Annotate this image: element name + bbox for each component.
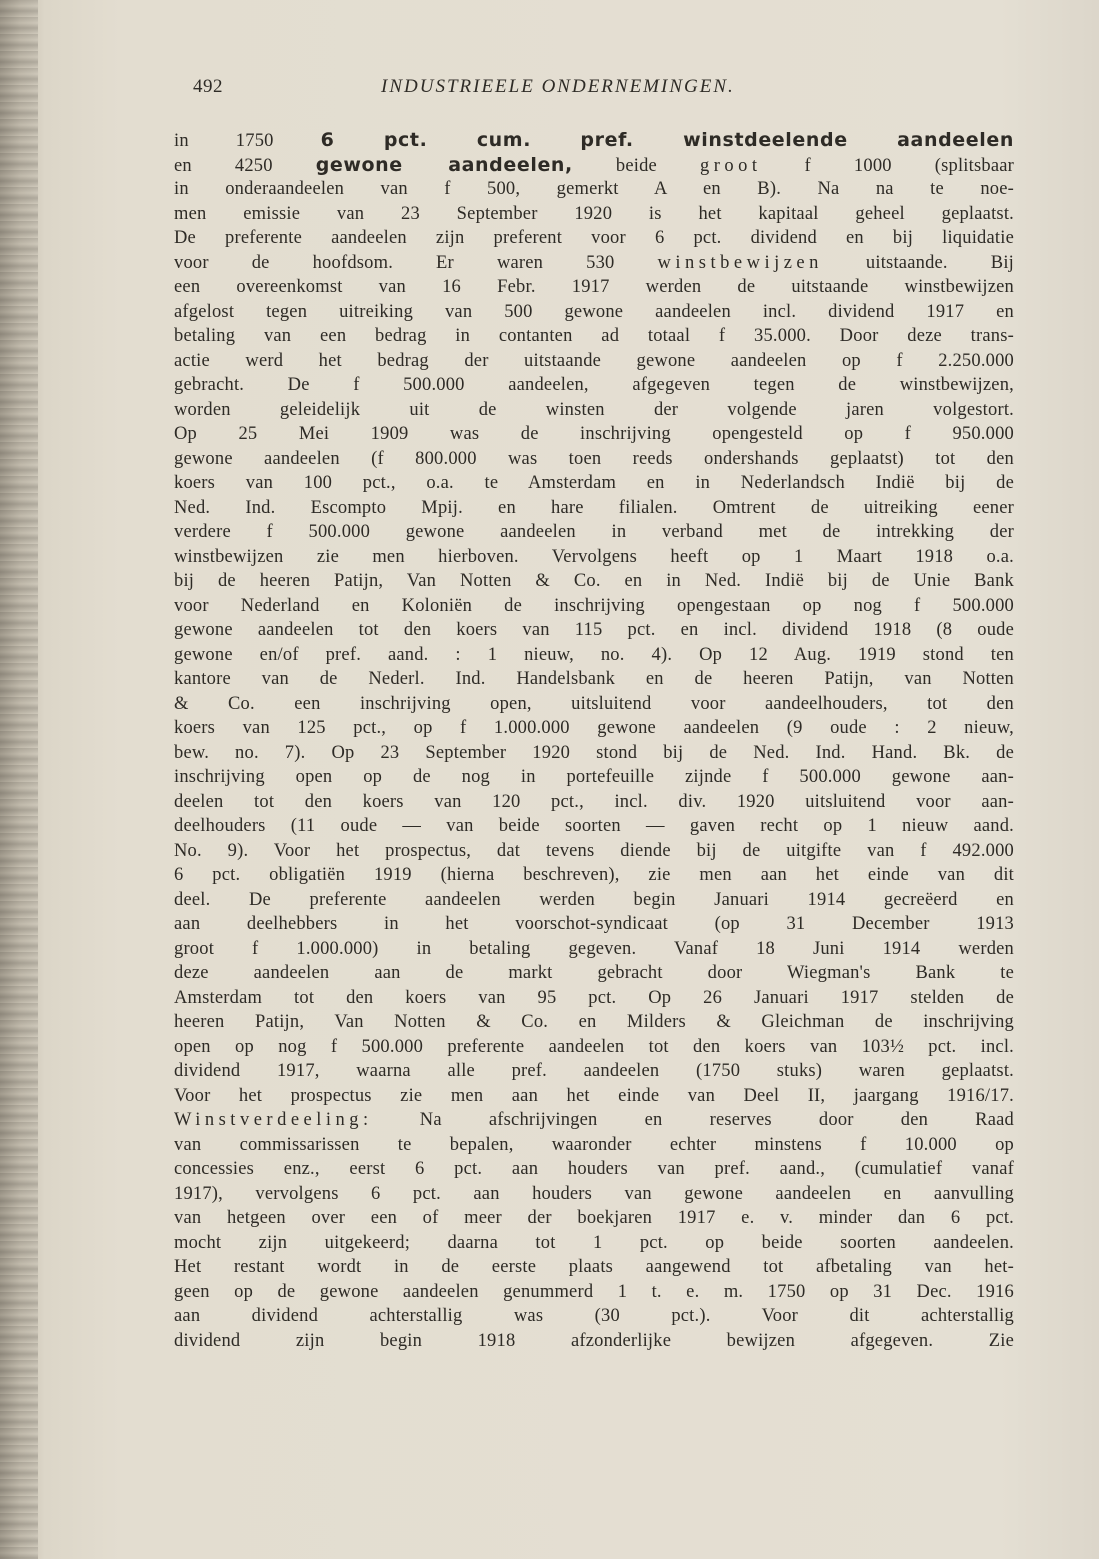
text-line: De preferente aandeelen zijn preferent voor 6 pct. dividend en bij liquidatie: [174, 228, 1014, 248]
text-line: & Co. een inschrijving open, uitsluitend voor aandeelhouders, tot den: [174, 693, 1014, 714]
text-line: gewone aandeelen (f 800.000 was toen reeds ondershands geplaatst) tot den: [174, 448, 1014, 469]
text-line: deel. De preferente aandeelen werden begin Januari 1914 gecreëerd en: [174, 889, 1014, 910]
text-line: koers van 125 pct., op f 1.000.000 gewone aandeelen (9 oude : 2 nieuw,: [174, 718, 1014, 738]
text-line: koers van 100 pct., o.a. te Amsterdam en in Nederlandsch Indië bij de: [174, 473, 1014, 493]
text-line: [174, 1108, 1014, 1133]
page-header: [193, 76, 833, 104]
text-line: voor Nederland en Koloniën de inschrijving opengestaan op nog f 500.000: [174, 595, 1014, 616]
bold-heading-span: 6 pct. cum. pref. winstdeelende aandeelen: [320, 129, 1014, 151]
page-number: 492: [193, 76, 223, 97]
text-line: kantore van de Nederl. Ind. Handelsbank en de heeren Patijn, van Notten: [174, 669, 1014, 689]
text-line: actie werd het bedrag der uitstaande gewone aandeelen op f 2.250.000: [174, 350, 1014, 371]
text-line: aan deelhebbers in het voorschot-syndicaat (op 31 December 1913: [174, 914, 1014, 934]
text-line: Het restant wordt in de eerste plaats aangewend tot afbetaling van het-: [174, 1257, 1014, 1277]
text-span: uitstaande. Bij: [822, 252, 1014, 273]
book-binding-edge: [0, 0, 38, 1559]
running-title: INDUSTRIEELE ONDERNEMINGEN.: [381, 76, 735, 97]
text-span: voor de hoofdsom. Er waren 530: [174, 252, 658, 273]
text-line: winstbewijzen zie men hierboven. Vervolgens heeft op 1 Maart 1918 o.a.: [174, 546, 1014, 567]
text-line: aan dividend achterstallig was (30 pct.). Voor dit achterstallig: [174, 1306, 1014, 1326]
text-line: heeren Patijn, Van Notten & Co. en Milders & Gleichman de inschrijving: [174, 1012, 1014, 1032]
text-line: deelen tot den koers van 120 pct., incl. div. 1920 uitsluitend voor aan-: [174, 791, 1014, 812]
text-line: een overeenkomst van 16 Febr. 1917 werden de uitstaande winstbewijzen: [174, 277, 1014, 297]
text-line: bij de heeren Patijn, Van Notten & Co. en in Ned. Indië bij de Unie Bank: [174, 571, 1014, 591]
spaced-text-span: Winstverdeeling:: [174, 1110, 373, 1130]
body-text: [174, 128, 1014, 1353]
text-line: Ned. Ind. Escompto Mpij. en hare filialen. Omtrent de uitreiking eener: [174, 497, 1014, 518]
text-line: 1917), vervolgens 6 pct. aan houders van gewone aandeelen en aanvulling: [174, 1183, 1014, 1204]
text-line: deelhouders (11 oude — van beide soorten — gaven recht op 1 nieuw aand.: [174, 816, 1014, 836]
text-line: Op 25 Mei 1909 was de inschrijving opengesteld op f 950.000: [174, 424, 1014, 444]
text-line: verdere f 500.000 gewone aandeelen in verband met de intrekking der: [174, 522, 1014, 542]
text-line: 6 pct. obligatiën 1919 (hierna beschreven), zie men aan het einde van dit: [174, 865, 1014, 885]
text-line: [174, 251, 1014, 276]
text-line: men emissie van 23 September 1920 is het kapitaal geheel geplaatst.: [174, 203, 1014, 224]
text-line: dividend 1917, waarna alle pref. aandeelen (1750 stuks) waren geplaatst.: [174, 1061, 1014, 1081]
text-line: worden geleidelijk uit de winsten der volgende jaren volgestort.: [174, 399, 1014, 420]
text-line: bew. no. 7). Op 23 September 1920 stond bij de Ned. Ind. Hand. Bk. de: [174, 742, 1014, 763]
text-line: van hetgeen over een of meer der boekjaren 1917 e. v. minder dan 6 pct.: [174, 1208, 1014, 1228]
text-line: gebracht. De f 500.000 aandeelen, afgegeven tegen de winstbewijzen,: [174, 375, 1014, 395]
text-line: betaling van een bedrag in contanten ad totaal f 35.000. Door deze trans-: [174, 326, 1014, 346]
text-line: Voor het prospectus zie men aan het einde van Deel II, jaargang 1916/17.: [174, 1085, 1014, 1106]
text-line: mocht zijn uitgekeerd; daarna tot 1 pct. op beide soorten aandeelen.: [174, 1232, 1014, 1253]
text-line: in onderaandeelen van f 500, gemerkt A en B). Na na te noe-: [174, 179, 1014, 199]
text-span: en 4250: [174, 155, 316, 176]
spaced-text-span: winstbewijzen: [657, 252, 823, 273]
text-line: dividend zijn begin 1918 afzonderlijke bewijzen afgegeven. Zie: [174, 1330, 1014, 1351]
text-line: afgelost tegen uitreiking van 500 gewone aandeelen incl. dividend 1917 en: [174, 301, 1014, 322]
text-line: [174, 128, 1014, 153]
text-line: Amsterdam tot den koers van 95 pct. Op 26 Januari 1917 stelden de: [174, 987, 1014, 1008]
text-line: groot f 1.000.000) in betaling gegeven. Vanaf 18 Juni 1914 werden: [174, 938, 1014, 959]
text-span: in 1750: [174, 131, 321, 151]
text-span: beide: [572, 155, 700, 176]
text-line: deze aandeelen aan de markt gebracht door Wiegman's Bank te: [174, 963, 1014, 983]
text-span: Na afschrijvingen en reserves door den Raad: [372, 1110, 1014, 1130]
text-line: No. 9). Voor het prospectus, dat tevens diende bij de uitgifte van f 492.000: [174, 840, 1014, 861]
text-line: [174, 153, 1014, 178]
text-line: geen op de gewone aandeelen genummerd 1 t. e. m. 1750 op 31 Dec. 1916: [174, 1281, 1014, 1302]
text-line: van commissarissen te bepalen, waaronder echter minstens f 10.000 op: [174, 1134, 1014, 1155]
bold-heading-span: gewone aandeelen,: [315, 153, 573, 176]
spaced-text-span: groot: [699, 155, 762, 176]
text-line: gewone en/of pref. aand. : 1 nieuw, no. 4). Op 12 Aug. 1919 stond ten: [174, 644, 1014, 665]
text-span: f 1000 (splitsbaar: [761, 155, 1015, 176]
text-line: open op nog f 500.000 preferente aandeelen tot den koers van 103½ pct. incl.: [174, 1036, 1014, 1057]
text-line: inschrijving open op de nog in portefeuille zijnde f 500.000 gewone aan-: [174, 767, 1014, 787]
text-line: gewone aandeelen tot den koers van 115 pct. en incl. dividend 1918 (8 oude: [174, 620, 1014, 640]
text-line: concessies enz., eerst 6 pct. aan houders van pref. aand., (cumulatief vanaf: [174, 1159, 1014, 1179]
